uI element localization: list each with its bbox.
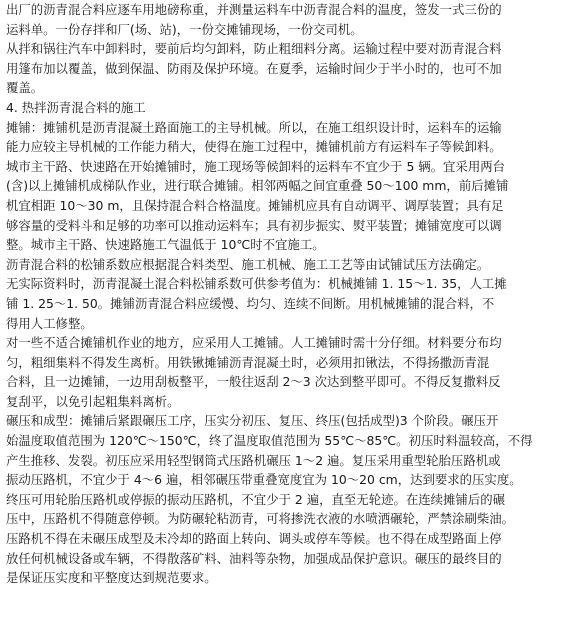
text-line-2: 运料单。一份存拌和厂(场、站)，一份交摊铺现场，一份交司机。 [6, 21, 363, 37]
text-line-7: 摊铺：摊铺机是沥青混凝土路面施工的主导机械。所以，在施工组织设计时，运料车的运输 [6, 119, 502, 135]
text-line-11: 机宜相距 10～30 m，且保持混合料合格温度。摊铺机应具有自动调平、调厚装置；具有足 [6, 197, 504, 213]
text-line-23: 始温度取值范围为 120℃～150℃，终了温度取值范围为 55℃～85℃。初压时料温较高，不得 [6, 433, 533, 449]
text-line-26: 终压可用轮胎压路机或停振的振动压路机，不宜少于 2 遍，直至无轮迹。在连续摊铺后的碾 [6, 491, 505, 507]
text-line-13: 整。城市主干路、快速路施工气温低于 10℃时不宜施工。 [6, 237, 325, 253]
text-line-9: 城市主干路、快速路在开始摊铺时，施工现场等候卸料的运料车不宜少于 5 辆。宜采用两台 [6, 158, 505, 174]
text-line-24: 产生推移、发裂。初压应采用轻型钢筒式压路机碾压 1～2 遍。复压采用重型轮胎压路机或 [6, 452, 501, 468]
text-line-21: 复刮平，以免引起粗集料离析。 [6, 393, 180, 409]
text-line-27: 压中，压路机不得随意停顿。为防碾轮粘沥青，可将掺洗衣液的水喷洒碾轮，严禁涂刷柴油。 [6, 511, 515, 527]
text-line-16: 铺 1. 25～1. 50。摊铺沥青混合料应缓慢、均匀、连续不间断。用机械摊铺的混合料，不 [6, 295, 495, 311]
text-line-4: 用篷布加以覆盖，做到保温、防雨及保护环境。在夏季，运输时间少于半小时的，也可不加 [6, 60, 502, 76]
text-line-30: 是保证压实度和平整度达到规范要求。 [6, 570, 217, 586]
text-line-25: 振动压路机，不宜少于 4～6 遍，相邻碾压带重叠宽度宜为 10～20 cm，达到要求的压实度。 [6, 472, 522, 488]
text-line-22: 碾压和成型：摊铺后紧跟碾压工序，压实分初压、复压、终压(包括成型)3 个阶段。碾压开 [6, 413, 499, 429]
text-line-15: 无实际资料时，沥青混凝土混合料松铺系数可供参考值为：机械摊铺 1. 15～1. 35，人工摊 [6, 276, 507, 292]
text-line-17: 得用人工修整。 [6, 315, 93, 331]
text-line-3: 从拌和锅往汽车中卸料时，要前后均匀卸料，防止粗细料分离。运输过程中要对沥青混合料 [6, 41, 502, 57]
text-line-1: 出厂的沥青混合料应逐车用地磅称重，并测量运料车中沥青混合料的温度，签发一式三份的 [6, 2, 502, 17]
text-line-14: 沥青混合料的松铺系数应根据混合料类型、施工机械、施工工艺等由试铺试压方法确定。 [6, 256, 490, 272]
text-line-28: 压路机不得在未碾压成型及未冷却的路面上转向、调头或停车等候。也不得在成型路面上停 [6, 531, 502, 547]
text-line-10: (含)以上摊铺机成梯队作业，进行联合摊铺。相邻两幅之间宜重叠 50～100 mm，前后摊铺 [6, 178, 509, 194]
section-heading: 4. 热拌沥青混合料的施工 [6, 99, 146, 115]
text-line-18: 对一些不适合摊铺机作业的地方，应采用人工摊铺。人工摊铺时需十分仔细。材料要分布均 [6, 335, 502, 351]
text-line-8: 能力应较主导机械的工作能力稍大，使得在施工过程中，摊铺机前方有运料车子等候卸料。 [6, 139, 502, 155]
text-line-29: 放任何机械设备或车辆，不得散落矿料、油料等杂物，加强成品保护意识。碾压的最终目的 [6, 550, 502, 566]
text-line-12: 够容量的受料斗和足够的功率可以推动运料车；具有初步振实、熨平装置；摊铺宽度可以调 [6, 217, 502, 233]
text-line-5: 覆盖。 [6, 80, 44, 96]
text-line-19: 匀，粗细集料不得发生离析。用铁锹摊铺沥青混凝土时，必须用扣锹法，不得扬撒沥青混 [6, 354, 490, 370]
text-line-20: 合料，且一边摊铺，一边用刮板整平，一般往返刮 2～3 次达到整平即可。不得反复撒料反 [6, 374, 501, 390]
